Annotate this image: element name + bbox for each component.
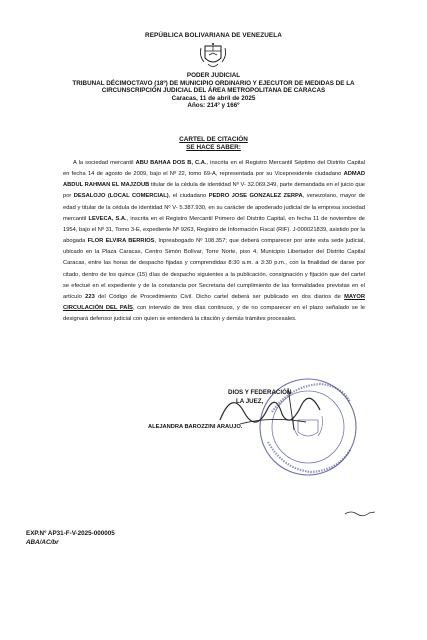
file-reference (26, 530, 115, 547)
header-line: Años: 214º y 166º (187, 102, 240, 110)
body-text: , inscrita en el Registro Mercantil Séptimo del Distrito Capital en fecha 14 de agosto de 2009, bajo el Nº 22, tomo 69-A, representada por su Vicepresidente ciudadano (63, 160, 365, 178)
document-title (0, 136, 427, 152)
header-line: TRIBUNAL DÉCIMOCTAVO (18º) DE MUNICIPIO ORDINARIO Y EJECUTOR DE MEDIDAS DE LA (72, 79, 355, 87)
closing-salutation: DIOS Y FEDERACIÓN (228, 389, 292, 396)
plaintiff-name: PEDRO JOSE GONZALEZ ZERPA (208, 193, 303, 200)
header-line: Caracas, 11 de abril de 2025 (171, 94, 256, 102)
header-line: PODER JUDICIAL (186, 72, 241, 79)
publication-requirement: MAYOR CIRCULACIÓN DEL PAÍS (63, 293, 365, 312)
body-text: , el ciudadano (168, 193, 209, 200)
case-type: DESALOJO (LOCAL COMERCIAL) (73, 193, 169, 200)
lawyer-name: FLOR ELVIRA BERRIOS (87, 238, 155, 245)
body-text: , Inpreabogado Nº 108.357; que deberá comparecer por ante esta sede judicial, ubicado en la Plaza Caracas, Centro Simón Bolívar, Torre Norte, piso 4, Municipio Libertador del Distrito Capital Caracas, entre las horas de despacho fijadas y comprendidas 8:30 a.m. a 3:30 p.m., con la finalidad de darse por citado, dentro de los quince (15) días de despacho siguientes a la publicación, consignación y fijación que del cartel se efectué en el expediente y de la constancia por Secretaria del cumplimiento de las formalidades previstas en el artículo (63, 238, 365, 300)
plaintiff-company: LEVECA, S.A. (88, 215, 127, 222)
article-number: 223 (85, 293, 95, 300)
judge-label: LA JUEZ, (236, 398, 264, 405)
file-initials: ABA/AC/br (26, 538, 59, 546)
representative-name: ADMAD ABDUL RAHMAN EL MAJZOUB (63, 171, 365, 189)
body-text: A la sociedad mercantil (73, 160, 136, 166)
body-text: titular de la cédula de identidad Nº V- 32.069.349, parte demandada en el juicio que por (63, 182, 365, 200)
closing-block (228, 388, 291, 406)
header-line: CIRCUNSCRIPCIÓN JUDICIAL DEL ÁREA METROPOLITANA DE CARACAS (101, 87, 326, 95)
body-text: , inscrita en el Registro Mercantil Primero del Distrito Capital, en fecha 11 de noviembre de 1954, bajo el Nº 31, Tomo 3-E, expediente Nº 9263, Registro de Información Fiscal (RIF). J-000021839, asistido por la abogada (63, 215, 365, 245)
body-text: , venezolano, mayor de edad y titular de la cédula de identidad Nº V- 5.387.930, en su carácter de apoderado judicial de la empresa sociedad mercantil (63, 193, 366, 222)
title-line: SE HACE SABER: (186, 144, 241, 151)
company-name: ABU BAHAA DOS B, C.A. (135, 160, 207, 166)
initials-mark (343, 508, 377, 518)
body-text: , con intervalo de tres días continuos, y de no comparecer en el plazo señalado se le designará defensor judicial con quien se entenderá la citación y demás trámites procesales. (63, 305, 365, 323)
body-text: del Código de Procedimiento Civil. Dicho cartel deberá ser publicado en dos diarios de (94, 293, 345, 300)
body-paragraph (63, 158, 365, 325)
coat-of-arms-icon (195, 42, 231, 72)
judge-name: ALEJANDRA BAROZZINI ARAUJO. (148, 424, 243, 430)
title-line: CARTEL DE CITACIÓN (179, 136, 248, 143)
republic-heading: REPÚBLICA BOLIVARIANA DE VENEZUELA (144, 32, 282, 39)
court-header (40, 72, 387, 110)
file-number: EXP.Nº AP31-F-V-2025-000005 (26, 530, 115, 537)
